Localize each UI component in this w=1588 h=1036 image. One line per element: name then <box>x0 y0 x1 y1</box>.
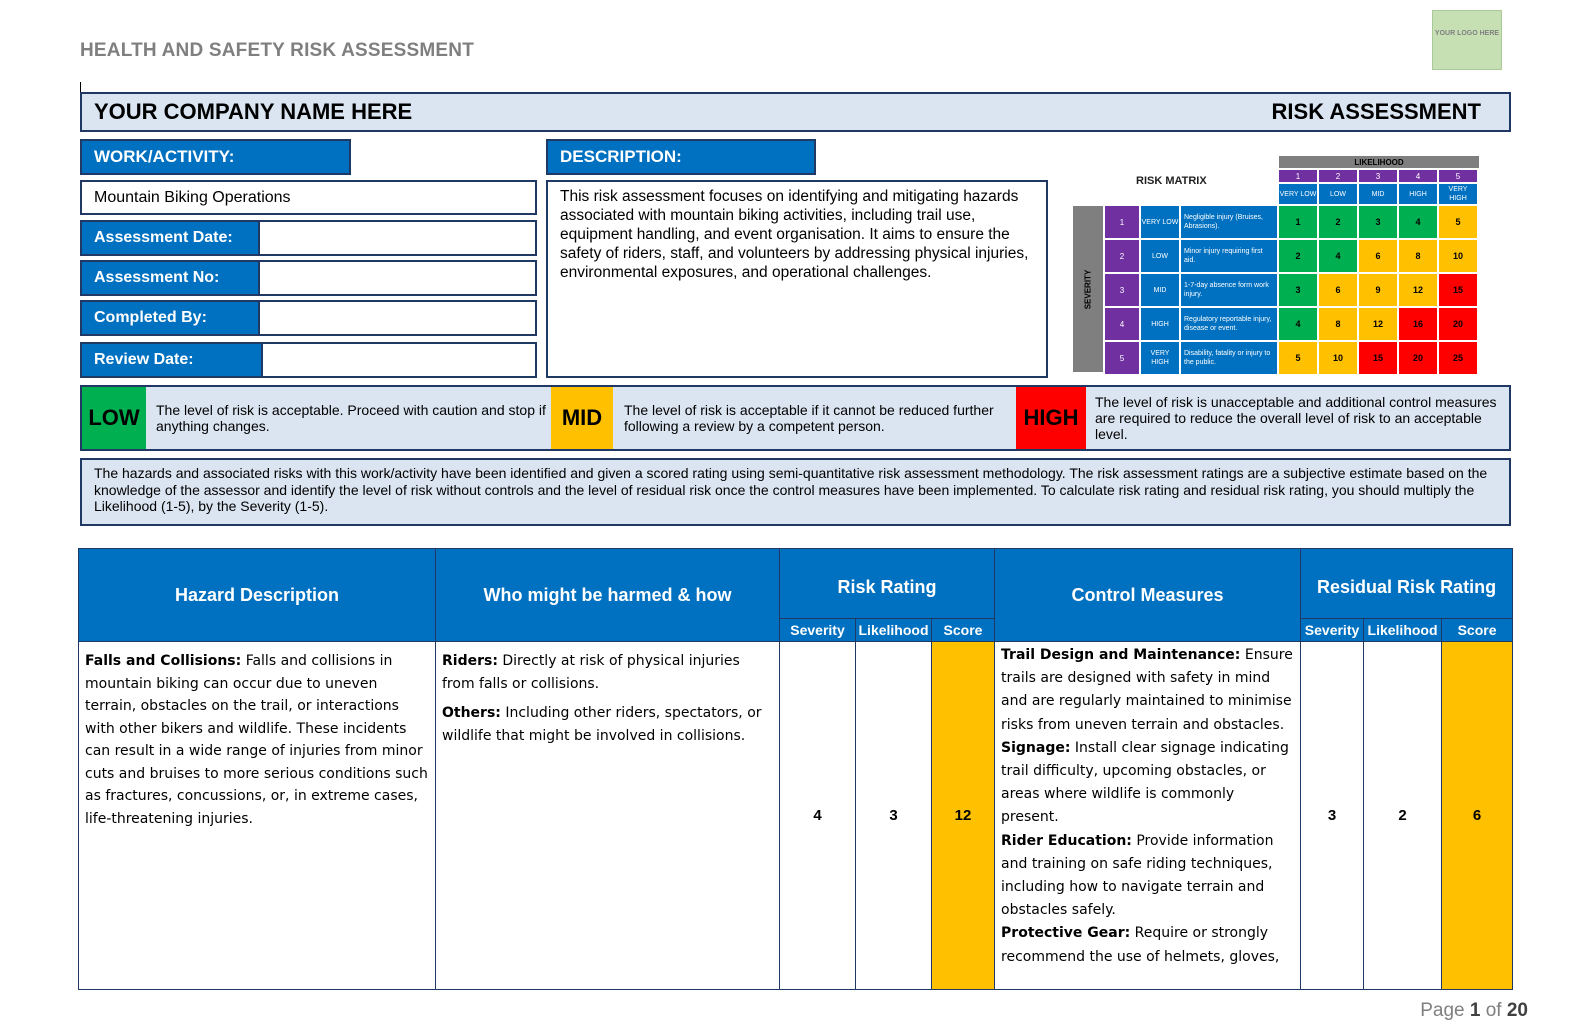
control-item <box>1001 644 1294 737</box>
matrix-score-cell: 12 <box>1398 273 1438 307</box>
matrix-score-cell: 4 <box>1278 307 1318 341</box>
matrix-score-cell: 5 <box>1438 205 1478 239</box>
description-field[interactable]: This risk assessment focuses on identifying and mitigating hazards associated with mountain biking activities, including trail use, equipment handling, and event organisation. It aims to ensure the safety of riders, staff, and volunteers by addressing physical injuries, environmental exposures, and operational challenges. <box>546 180 1048 378</box>
likelihood-level-number: 1 <box>1278 169 1318 183</box>
matrix-score-cell: 1 <box>1278 205 1318 239</box>
control-title: Rider Education: <box>1001 832 1132 849</box>
document-title: HEALTH AND SAFETY RISK ASSESSMENT <box>80 40 475 61</box>
score-subheader: Score <box>932 619 995 642</box>
matrix-score-cell: 8 <box>1318 307 1358 341</box>
assessment-date-label: Assessment Date: <box>80 220 260 256</box>
control-item <box>1001 922 1294 968</box>
matrix-score-cell: 10 <box>1438 239 1478 273</box>
who-text: Including other riders, spectators, or wildlife that might be involved in collisions. <box>442 705 762 744</box>
matrix-score-cell: 15 <box>1438 273 1478 307</box>
who-item <box>442 702 773 747</box>
who-title: Riders: <box>442 653 498 669</box>
completed-by-label: Completed By: <box>80 300 260 336</box>
residual-likelihood-value: 2 <box>1364 642 1442 990</box>
matrix-score-cell: 25 <box>1438 341 1478 375</box>
control-measures-header: Control Measures <box>995 549 1301 642</box>
risk-rating-header: Risk Rating <box>780 549 995 619</box>
company-banner <box>80 92 1511 132</box>
likelihood-value: 3 <box>856 642 932 990</box>
risk-matrix <box>1072 155 1482 373</box>
who-title: Others: <box>442 705 501 721</box>
matrix-score-cell: 9 <box>1358 273 1398 307</box>
matrix-score-cell: 8 <box>1398 239 1438 273</box>
review-date-label: Review Date: <box>80 342 263 378</box>
likelihood-subheader: Likelihood <box>856 619 932 642</box>
description-label: DESCRIPTION: <box>546 139 816 175</box>
severity-header <box>1072 205 1104 373</box>
control-title: Signage: <box>1001 739 1071 756</box>
likelihood-header: LIKELIHOOD <box>1278 155 1480 169</box>
hazard-title: Falls and Collisions: <box>85 653 242 669</box>
control-item <box>1001 830 1294 923</box>
work-activity-label: WORK/ACTIVITY: <box>80 139 351 175</box>
work-activity-field[interactable]: Mountain Biking Operations <box>80 180 537 215</box>
matrix-score-cell: 20 <box>1438 307 1478 341</box>
likelihood-level-label: VERY LOW <box>1278 183 1318 205</box>
matrix-score-cell: 3 <box>1358 205 1398 239</box>
methodology-note: The hazards and associated risks with this work/activity have been identified and given a scored rating using semi-quantitative risk assessment methodology. The risk assessment ratings are a subjective estimate based on the knowledge of the assessor and identify the level of risk without controls and the level of residual risk once the control measures have been implemented. To calculate risk rating and residual risk rating, you should multiply the Likelihood (1-5), by the Severity (1-5). <box>80 458 1511 526</box>
severity-level-number: 4 <box>1104 307 1140 341</box>
matrix-score-cell: 12 <box>1358 307 1398 341</box>
severity-level-label: MID <box>1140 273 1180 307</box>
severity-subheader: Severity <box>780 619 856 642</box>
control-text: Install clear signage indicating trail difficulty, upcoming obstacles, or areas where wildlife is commonly present. <box>1001 739 1289 826</box>
document-type: RISK ASSESSMENT <box>1271 99 1481 124</box>
high-description: The level of risk is unacceptable and additional control measures are required to reduce the overall level of risk to an acceptable level. <box>1095 394 1497 442</box>
matrix-score-cell: 2 <box>1278 239 1318 273</box>
likelihood-level-number: 2 <box>1318 169 1358 183</box>
hazard-cell <box>79 642 436 990</box>
control-measures-list <box>1001 644 1294 969</box>
severity-level-description: Regulatory reportable injury, disease or event. <box>1180 307 1278 341</box>
likelihood-level-number: 5 <box>1438 169 1478 183</box>
severity-value: 4 <box>780 642 856 990</box>
company-name: YOUR COMPANY NAME HERE <box>94 99 413 124</box>
matrix-score-cell: 4 <box>1398 205 1438 239</box>
matrix-score-cell: 3 <box>1278 273 1318 307</box>
likelihood-level-label: HIGH <box>1398 183 1438 205</box>
control-measures-cell <box>995 642 1301 990</box>
severity-level-number: 3 <box>1104 273 1140 307</box>
severity-level-label: LOW <box>1140 239 1180 273</box>
risk-matrix-title: RISK MATRIX <box>1136 175 1207 187</box>
control-title: Trail Design and Maintenance: <box>1001 647 1241 663</box>
assessment-no-field[interactable] <box>258 260 537 296</box>
likelihood-level-label: MID <box>1358 183 1398 205</box>
residual-severity-value: 3 <box>1301 642 1364 990</box>
hazard-text: Falls and collisions in mountain biking can occur due to uneven terrain, obstacles on the trail, or interactions with other bikers and wildlife. These incidents can result in a wide range of injuries from minor cuts and bruises to more serious conditions such as fractures, concussions, or, in extreme cases, life-threatening injuries. <box>85 653 428 827</box>
severity-level-label: VERY HIGH <box>1140 341 1180 375</box>
severity-level-number: 2 <box>1104 239 1140 273</box>
control-text: Require or strongly recommend the use of helmets, gloves, <box>1001 925 1280 965</box>
severity-level-label: HIGH <box>1140 307 1180 341</box>
assessment-date-field[interactable] <box>258 220 537 256</box>
logo-placeholder: YOUR LOGO HERE <box>1432 10 1502 70</box>
divider <box>80 82 81 92</box>
table-row <box>79 642 1513 990</box>
residual-severity-subheader: Severity <box>1301 619 1364 642</box>
who-item <box>442 650 773 695</box>
matrix-score-cell: 5 <box>1278 341 1318 375</box>
mid-description: The level of risk is acceptable if it cannot be reduced further following a review by a competent person. <box>624 402 994 434</box>
risk-assessment-table <box>78 548 1513 990</box>
severity-level-number: 1 <box>1104 205 1140 239</box>
severity-level-description: Disability, fatality or injury to the public. <box>1180 341 1278 375</box>
residual-risk-header: Residual Risk Rating <box>1301 549 1513 619</box>
control-text: Provide information and training on safe riding techniques, including how to navigate terrain and obstacles safely. <box>1001 832 1274 919</box>
page-current: 1 <box>1469 1000 1481 1021</box>
page-indicator <box>1420 1000 1528 1022</box>
matrix-score-cell: 4 <box>1318 239 1358 273</box>
severity-level-description: Negligible injury (Bruises, Abrasions). <box>1180 205 1278 239</box>
low-badge: LOW <box>82 387 146 449</box>
matrix-score-cell: 6 <box>1358 239 1398 273</box>
residual-score-subheader: Score <box>1442 619 1513 642</box>
completed-by-field[interactable] <box>258 300 537 336</box>
severity-header-text: SEVERITY <box>1083 269 1093 309</box>
severity-level-description: 1-7-day absence form work injury. <box>1180 273 1278 307</box>
mid-badge: MID <box>551 387 613 449</box>
review-date-field[interactable] <box>261 342 537 378</box>
control-title: Protective Gear: <box>1001 925 1131 942</box>
severity-level-description: Minor injury requiring first aid. <box>1180 239 1278 273</box>
likelihood-level-number: 3 <box>1358 169 1398 183</box>
page-total: 20 <box>1506 1000 1528 1021</box>
risk-level-legend <box>80 385 1511 451</box>
residual-likelihood-subheader: Likelihood <box>1364 619 1442 642</box>
matrix-score-cell: 10 <box>1318 341 1358 375</box>
page-word: Page <box>1420 1000 1465 1021</box>
control-text: Ensure trails are designed with safety in mind and are regularly maintained to minimise risks from uneven terrain and obstacles. <box>1001 647 1293 733</box>
likelihood-level-number: 4 <box>1398 169 1438 183</box>
likelihood-level-label: LOW <box>1318 183 1358 205</box>
matrix-score-cell: 2 <box>1318 205 1358 239</box>
matrix-score-cell: 16 <box>1398 307 1438 341</box>
low-description: The level of risk is acceptable. Proceed with caution and stop if anything changes. <box>156 402 546 434</box>
assessment-no-label: Assessment No: <box>80 260 260 296</box>
severity-level-number: 5 <box>1104 341 1140 375</box>
matrix-score-cell: 6 <box>1318 273 1358 307</box>
matrix-score-cell: 15 <box>1358 341 1398 375</box>
hazard-description-header: Hazard Description <box>79 549 436 642</box>
high-badge: HIGH <box>1016 387 1086 449</box>
of-word: of <box>1485 1000 1502 1021</box>
matrix-score-cell: 20 <box>1398 341 1438 375</box>
residual-score-value: 6 <box>1442 642 1513 990</box>
who-text: Directly at risk of physical injuries from falls or collisions. <box>442 653 740 692</box>
who-harmed-header: Who might be harmed & how <box>436 549 780 642</box>
likelihood-level-label: VERY HIGH <box>1438 183 1478 205</box>
score-value: 12 <box>932 642 995 990</box>
control-item <box>1001 737 1294 830</box>
severity-level-label: VERY LOW <box>1140 205 1180 239</box>
who-harmed-cell <box>436 642 780 990</box>
